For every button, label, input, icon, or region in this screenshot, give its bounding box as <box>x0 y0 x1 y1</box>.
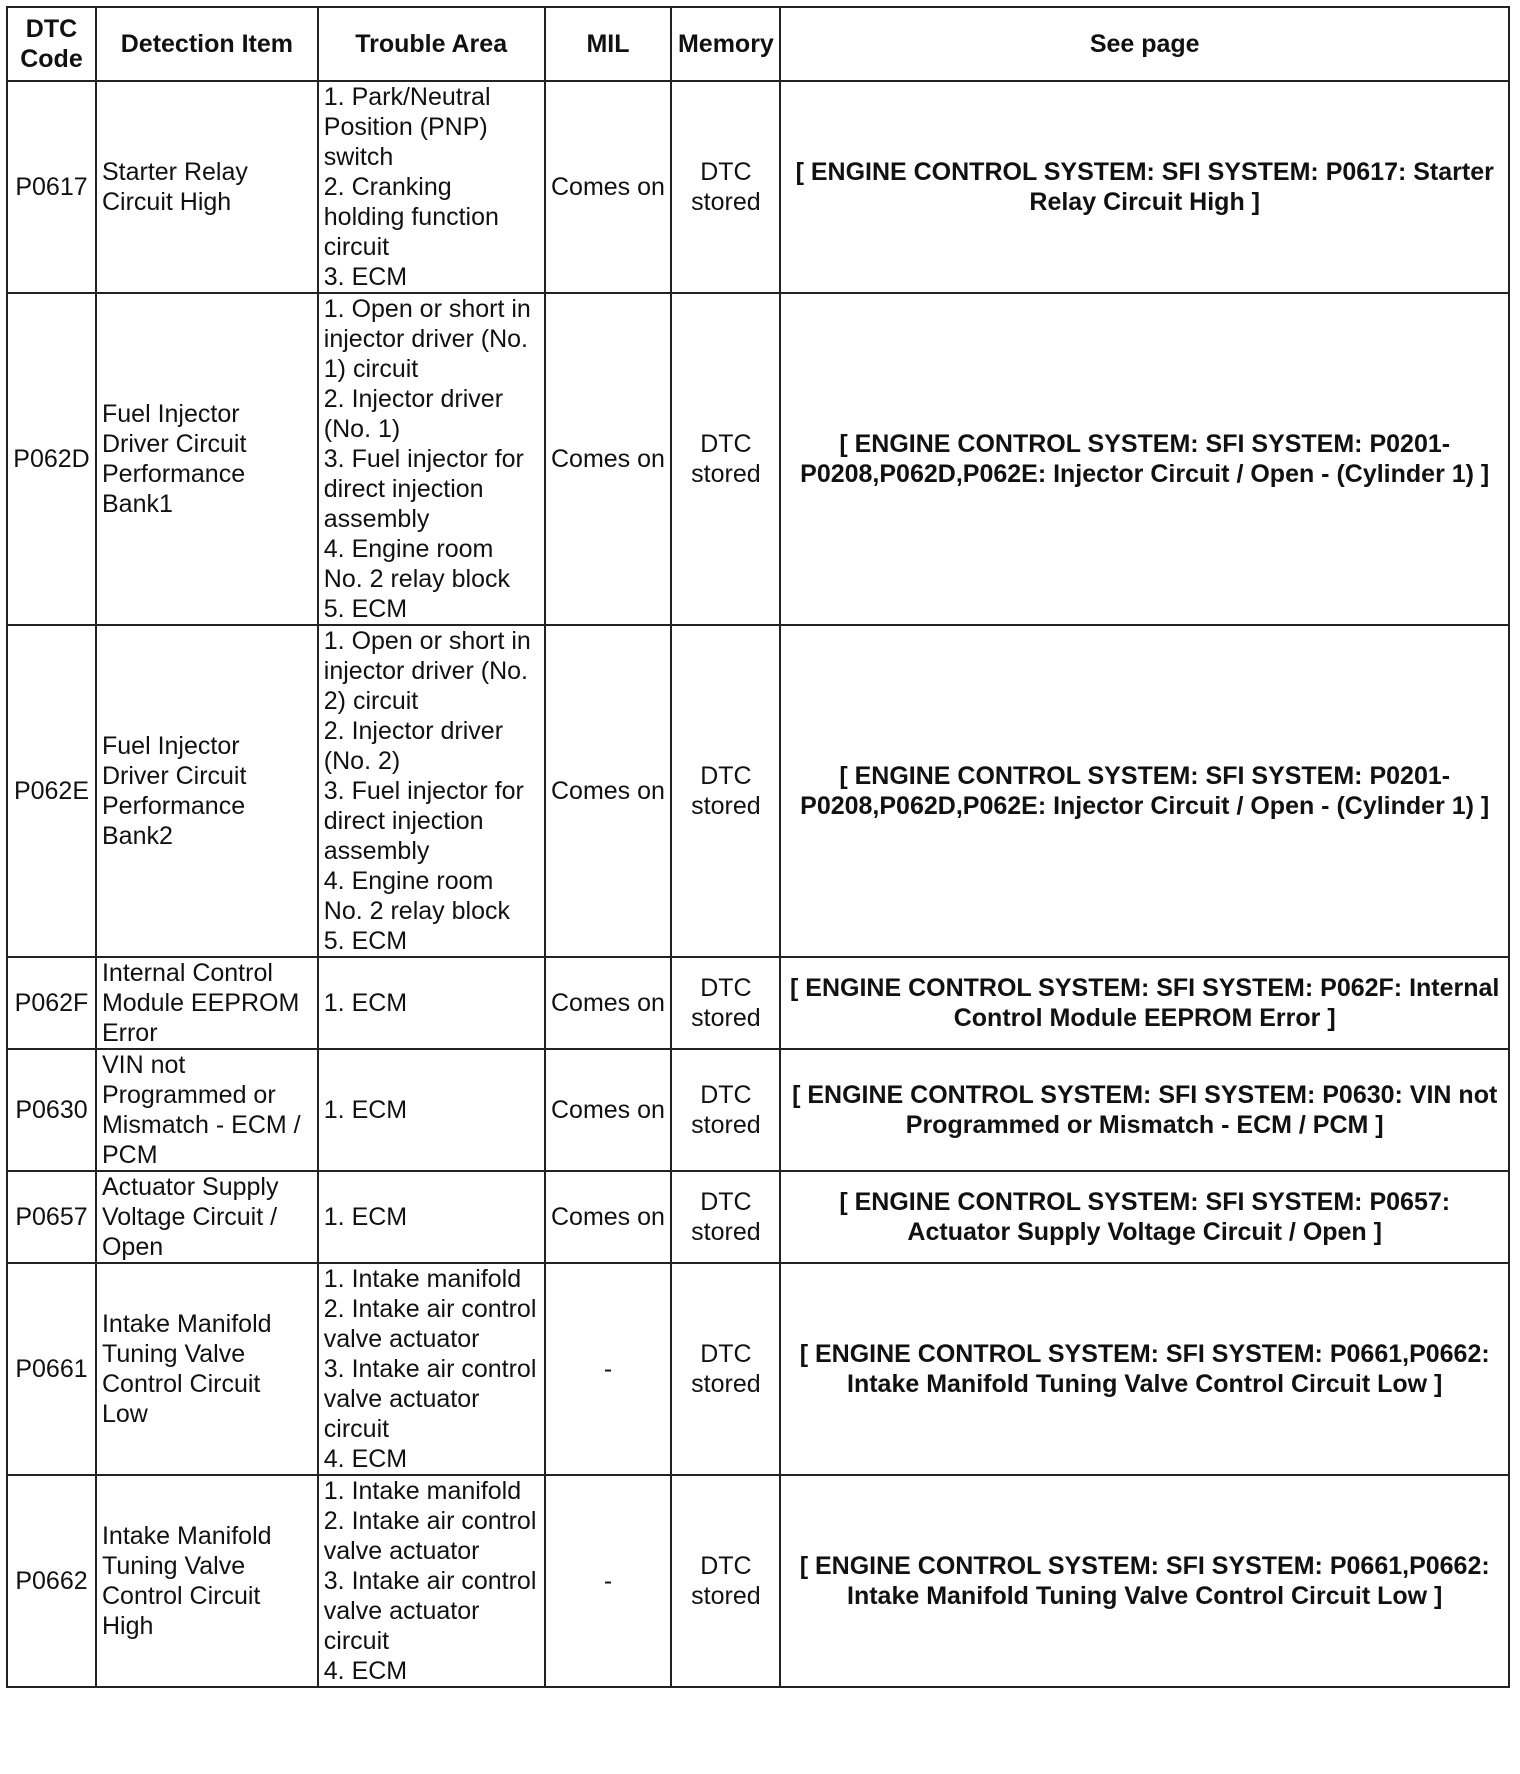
header-memory: Memory <box>671 7 780 81</box>
mil-cell: Comes on <box>545 1171 672 1263</box>
table-row <box>7 1263 1509 1475</box>
trouble-area-line: 3. Fuel injector for direct injection assembly <box>323 445 524 533</box>
header-mil: MIL <box>545 7 672 81</box>
see-page-cell: [ ENGINE CONTROL SYSTEM: SFI SYSTEM: P0630: VIN not Programmed or Mismatch - ECM / PCM ] <box>780 1049 1509 1171</box>
trouble-area-line: 4. ECM <box>323 1445 408 1473</box>
trouble-area-line: 1. ECM <box>323 989 408 1017</box>
see-page-cell: [ ENGINE CONTROL SYSTEM: SFI SYSTEM: P0201-P0208,P062D,P062E: Injector Circuit / Open - (Cylinder 1) ] <box>780 293 1509 625</box>
trouble-area-line: 4. Engine room No. 2 relay block <box>323 535 510 593</box>
trouble-area-line: 2. Injector driver (No. 1) <box>323 385 504 443</box>
trouble-area-cell <box>318 957 545 1049</box>
table-row <box>7 1171 1509 1263</box>
mil-cell: Comes on <box>545 293 672 625</box>
trouble-area-line: 5. ECM <box>323 595 408 623</box>
memory-cell: DTC stored <box>671 957 780 1049</box>
table-row <box>7 1475 1509 1687</box>
memory-cell: DTC stored <box>671 625 780 957</box>
trouble-area-line: 5. ECM <box>323 927 408 955</box>
detection-item-cell: Starter Relay Circuit High <box>96 81 318 293</box>
memory-cell: DTC stored <box>671 1171 780 1263</box>
header-see-page: See page <box>780 7 1509 81</box>
see-page-cell: [ ENGINE CONTROL SYSTEM: SFI SYSTEM: P0657: Actuator Supply Voltage Circuit / Open ] <box>780 1171 1509 1263</box>
dtc-code-cell: P062E <box>7 625 96 957</box>
trouble-area-cell <box>318 293 545 625</box>
trouble-area-line: 1. ECM <box>323 1096 408 1124</box>
trouble-area-cell <box>318 1171 545 1263</box>
trouble-area-line: 2. Injector driver (No. 2) <box>323 717 504 775</box>
table-row <box>7 81 1509 293</box>
table-row <box>7 625 1509 957</box>
trouble-area-line: 2. Intake air control valve actuator <box>323 1507 537 1565</box>
table-row <box>7 293 1509 625</box>
dtc-table <box>6 6 1510 1688</box>
table-row <box>7 1049 1509 1171</box>
dtc-code-cell: P0617 <box>7 81 96 293</box>
memory-cell: DTC stored <box>671 1263 780 1475</box>
trouble-area-line: 1. Intake manifold <box>323 1265 522 1293</box>
trouble-area-line: 1. Open or short in injector driver (No. 2) circuit <box>323 627 531 715</box>
trouble-area-line: 3. Fuel injector for direct injection assembly <box>323 777 524 865</box>
mil-cell: Comes on <box>545 1049 672 1171</box>
detection-item-cell: Intake Manifold Tuning Valve Control Circuit High <box>96 1475 318 1687</box>
memory-cell: DTC stored <box>671 1049 780 1171</box>
detection-item-cell: Fuel Injector Driver Circuit Performance Bank1 <box>96 293 318 625</box>
trouble-area-cell <box>318 1475 545 1687</box>
mil-cell: - <box>545 1263 672 1475</box>
header-dtc-code-line1: DTC <box>25 15 78 43</box>
table-row <box>7 957 1509 1049</box>
header-dtc-code-line2: Code <box>20 45 83 73</box>
trouble-area-line: 3. Intake air control valve actuator circuit <box>323 1567 537 1655</box>
mil-cell: Comes on <box>545 81 672 293</box>
memory-cell: DTC stored <box>671 293 780 625</box>
dtc-code-cell: P062F <box>7 957 96 1049</box>
see-page-cell: [ ENGINE CONTROL SYSTEM: SFI SYSTEM: P0201-P0208,P062D,P062E: Injector Circuit / Open - (Cylinder 1) ] <box>780 625 1509 957</box>
trouble-area-cell <box>318 1049 545 1171</box>
dtc-code-cell: P0630 <box>7 1049 96 1171</box>
memory-cell: DTC stored <box>671 81 780 293</box>
trouble-area-line: 2. Cranking holding function circuit <box>323 173 499 261</box>
trouble-area-line: 1. Open or short in injector driver (No. 1) circuit <box>323 295 531 383</box>
trouble-area-line: 4. ECM <box>323 1657 408 1685</box>
see-page-cell: [ ENGINE CONTROL SYSTEM: SFI SYSTEM: P0617: Starter Relay Circuit High ] <box>780 81 1509 293</box>
header-row <box>7 7 1509 81</box>
detection-item-cell: Fuel Injector Driver Circuit Performance Bank2 <box>96 625 318 957</box>
header-detection-item: Detection Item <box>96 7 318 81</box>
mil-cell: Comes on <box>545 625 672 957</box>
trouble-area-line: 1. Intake manifold <box>323 1477 522 1505</box>
mil-cell: - <box>545 1475 672 1687</box>
trouble-area-cell <box>318 81 545 293</box>
detection-item-cell: VIN not Programmed or Mismatch - ECM / PCM <box>96 1049 318 1171</box>
table-body <box>7 81 1509 1687</box>
detection-item-cell: Intake Manifold Tuning Valve Control Circuit Low <box>96 1263 318 1475</box>
trouble-area-cell <box>318 625 545 957</box>
dtc-code-cell: P0662 <box>7 1475 96 1687</box>
trouble-area-line: 3. ECM <box>323 263 408 291</box>
trouble-area-line: 1. ECM <box>323 1203 408 1231</box>
dtc-code-cell: P0661 <box>7 1263 96 1475</box>
mil-cell: Comes on <box>545 957 672 1049</box>
memory-cell: DTC stored <box>671 1475 780 1687</box>
detection-item-cell: Actuator Supply Voltage Circuit / Open <box>96 1171 318 1263</box>
dtc-code-cell: P062D <box>7 293 96 625</box>
see-page-cell: [ ENGINE CONTROL SYSTEM: SFI SYSTEM: P0661,P0662: Intake Manifold Tuning Valve Control Circuit Low ] <box>780 1263 1509 1475</box>
trouble-area-line: 4. Engine room No. 2 relay block <box>323 867 510 925</box>
see-page-cell: [ ENGINE CONTROL SYSTEM: SFI SYSTEM: P0661,P0662: Intake Manifold Tuning Valve Control Circuit Low ] <box>780 1475 1509 1687</box>
see-page-cell: [ ENGINE CONTROL SYSTEM: SFI SYSTEM: P062F: Internal Control Module EEPROM Error ] <box>780 957 1509 1049</box>
dtc-code-cell: P0657 <box>7 1171 96 1263</box>
trouble-area-line: 1. Park/Neutral Position (PNP) switch <box>323 83 491 171</box>
trouble-area-line: 3. Intake air control valve actuator circuit <box>323 1355 537 1443</box>
trouble-area-cell <box>318 1263 545 1475</box>
header-dtc-code <box>7 7 96 81</box>
trouble-area-line: 2. Intake air control valve actuator <box>323 1295 537 1353</box>
detection-item-cell: Internal Control Module EEPROM Error <box>96 957 318 1049</box>
header-trouble-area: Trouble Area <box>318 7 545 81</box>
